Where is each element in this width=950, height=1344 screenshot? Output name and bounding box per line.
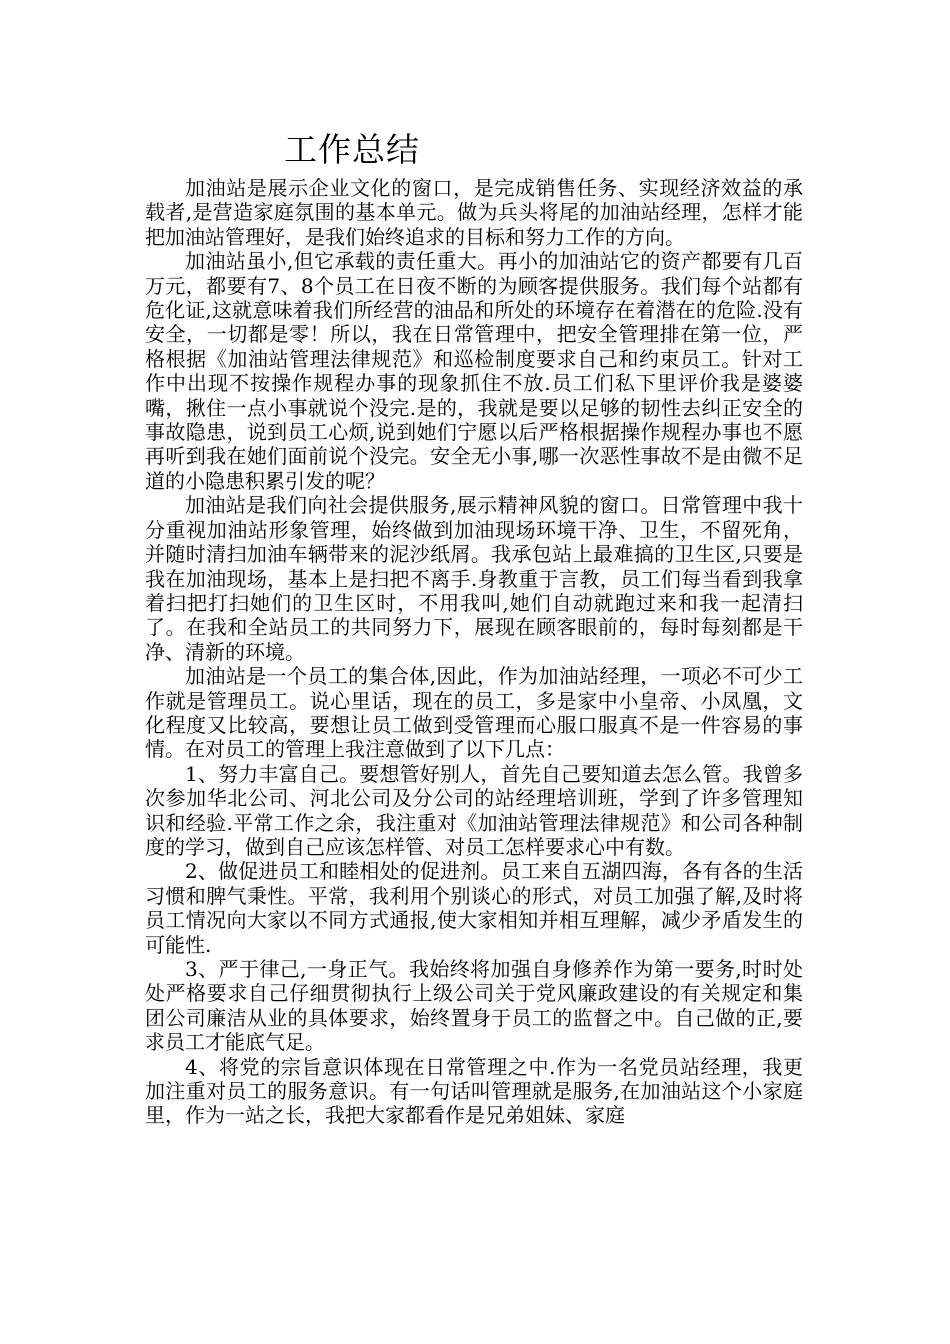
document-title: 工作总结	[284, 130, 420, 169]
paragraph: 3、严于律己,一身正气。我始终将加强自身修养作为第一要务,时时处处严格要求自己仔细贯彻执行上级公司关于党风廉政建设的有关规定和集团公司廉洁从业的具体要求，始终置身于员工的监督之中。自己做的正,要求员工才能底气足。	[145, 957, 803, 1055]
paragraph: 加油站虽小,但它承载的责任重大。再小的加油站它的资产都要有几百万元，都要有7、8个员工在日夜不断的为顾客提供服务。我们每个站都有危化证,这就意味着我们所经营的油品和所处的环境存在着潜在的危险.没有安全，一切都是零！所以，我在日常管理中，把安全管理排在第一位，严格根据《加油站管理法律规范》和巡检制度要求自己和约束员工。针对工作中出现不按操作规程办事的现象抓住不放.员工们私下里评价我是婆婆嘴，揪住一点小事就说个没完.是的，我就是要以足够的韧性去纠正安全的事故隐患，说到员工心烦,说到她们宁愿以后严格根据操作规程办事也不愿再听到我在她们面前说个没完。安全无小事,哪一次恶性事故不是由微不足道的小隐患积累引发的呢？	[145, 249, 803, 493]
paragraph: 2、做促进员工和睦相处的促进剂。员工来自五湖四海，各有各的生活习惯和脾气秉性。平常，我利用个别谈心的形式，对员工加强了解,及时将员工情况向大家以不同方式通报,使大家相知并相互理解，减少矛盾发生的可能性.	[145, 859, 803, 957]
paragraph: 加油站是一个员工的集合体,因此，作为加油站经理，一项必不可少工作就是管理员工。说心里话，现在的员工，多是家中小皇帝、小凤凰，文化程度又比较高，要想让员工做到受管理而心服口服真不是一件容易的事情。在对员工的管理上我注意做到了以下几点：	[145, 664, 803, 762]
paragraph: 4、将党的宗旨意识体现在日常管理之中.作为一名党员站经理，我更加注重对员工的服务意识。有一句话叫管理就是服务,在加油站这个小家庭里，作为一站之长，我把大家都看作是兄弟姐妹、家庭	[145, 1054, 803, 1128]
paragraph: 加油站是展示企业文化的窗口，是完成销售任务、实现经济效益的承载者,是营造家庭氛围的基本单元。做为兵头将尾的加油站经理，怎样才能把加油站管理好，是我们始终追求的目标和努力工作的方向。	[145, 176, 803, 249]
document-body	[145, 176, 803, 1128]
paragraph: 1、努力丰富自己。要想管好别人，首先自己要知道去怎么管。我曾多次参加华北公司、河北公司及分公司的站经理培训班，学到了许多管理知识和经验.平常工作之余，我注重对《加油站管理法律规范》和公司各种制度的学习，做到自己应该怎样管、对员工怎样要求心中有数。	[145, 761, 803, 859]
paragraph: 加油站是我们向社会提供服务,展示精神风貌的窗口。日常管理中我十分重视加油站形象管理，始终做到加油现场环境干净、卫生，不留死角，并随时清扫加油车辆带来的泥沙纸屑。我承包站上最难搞的卫生区,只要是我在加油现场，基本上是扫把不离手.身教重于言教，员工们每当看到我拿着扫把打扫她们的卫生区时，不用我叫,她们自动就跑过来和我一起清扫了。在我和全站员工的共同努力下，展现在顾客眼前的，每时每刻都是干净、清新的环境。	[145, 493, 803, 664]
